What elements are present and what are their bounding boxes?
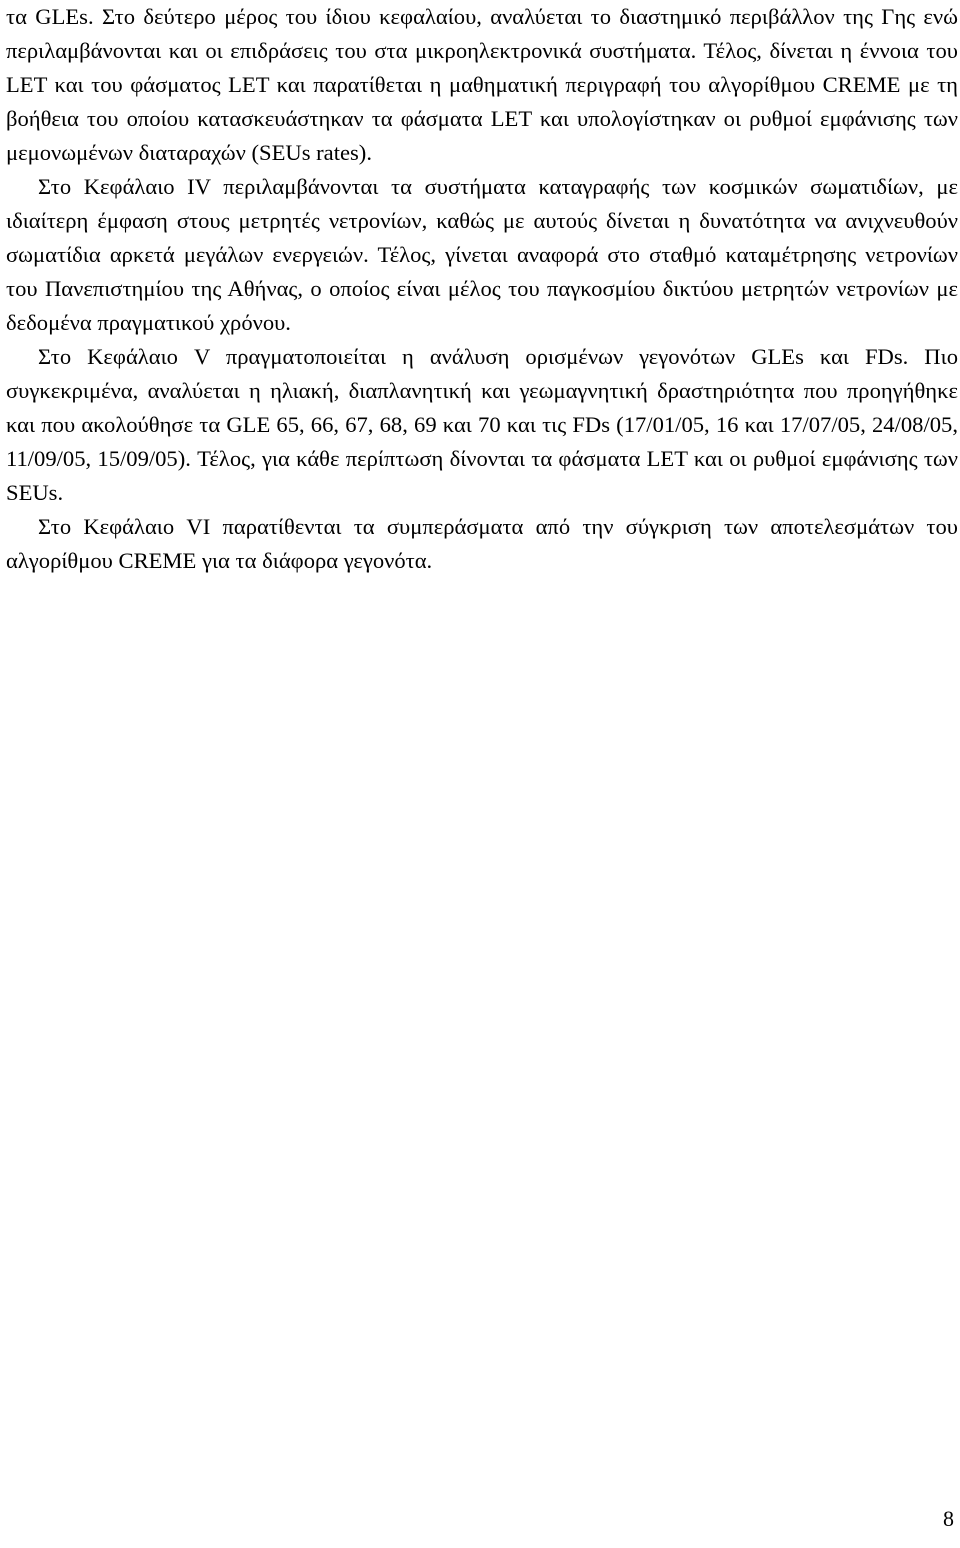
paragraph-chapter-vi: Στο Κεφάλαιο VI παρατίθενται τα συμπεράσματα από την σύγκριση των αποτελεσμάτων του αλγορίθμου CREME για τα διάφορα γεγονότα. [6, 514, 958, 573]
paragraph-chapter-iv: Στο Κεφάλαιο IV περιλαμβάνονται τα συστήματα καταγραφής των κοσμικών σωματιδίων, με ιδιαίτερη έμφαση στους μετρητές νετρονίων, καθώς με αυτούς δίνεται η δυνατότητα να ανιχνευθούν σωματίδια αρκετά μεγάλων ενεργειών. Τέλος, γίνεται αναφορά στο σταθμό καταμέτρησης νετρονίων του Πανεπιστημίου της Αθήνας, ο οποίος είναι μέλος του παγκοσμίου δικτύου μετρητών νετρονίων με δεδομένα πραγματικού χρόνου. [6, 174, 958, 335]
body-text [6, 0, 958, 578]
paragraph-chapter-v: Στο Κεφάλαιο V πραγματοποιείται η ανάλυση ορισμένων γεγονότων GLEs και FDs. Πιο συγκεκριμένα, αναλύεται η ηλιακή, διαπλανητική και γεωμαγνητική δραστηριότητα που προηγήθηκε και που ακολούθησε τα GLE 65, 66, 67, 68, 69 και 70 και τις FDs (17/01/05, 16 και 17/07/05, 24/08/05, 11/09/05, 15/09/05). Τέλος, για κάθε περίπτωση δίνονται τα φάσματα LET και οι ρυθμοί εμφάνισης των SEUs. [6, 344, 958, 505]
page-number: 8 [943, 1506, 954, 1531]
paragraph-continuation: τα GLEs. Στο δεύτερο μέρος του ίδιου κεφαλαίου, αναλύεται το διαστημικό περιβάλλον της Γης ενώ περιλαμβάνονται και οι επιδράσεις του στα μικροηλεκτρονικά συστήματα. Τέλος, δίνεται η έννοια του LET και του φάσματος LET και παρατίθεται η μαθηματική περιγραφή του αλγορίθμου CREME με τη βοήθεια του οποίου κατασκευάστηκαν τα φάσματα LET και υπολογίστηκαν οι ρυθμοί εμφάνισης των μεμονωμένων διαταραχών (SEUs rates). [6, 4, 958, 165]
